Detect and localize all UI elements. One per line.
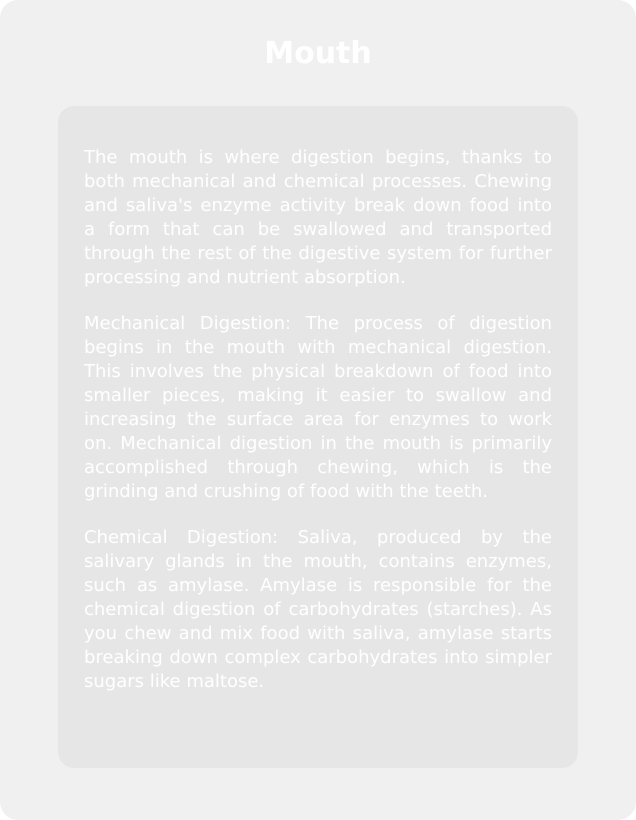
intro-paragraph: The mouth is where digestion begins, thanks to both mechanical and chemical processes. Chewing and saliva's enzyme activity break down food into a form that can be swallowed and transported through the rest of the digestive system for further processing and nutrient absorption.: [84, 147, 552, 288]
card-title: Mouth: [264, 36, 372, 71]
mechanical-digestion-paragraph: Mechanical Digestion: The process of digestion begins in the mouth with mechanical digestion. This involves the physical breakdown of food into smaller pieces, making it easier to swallow and increasing the surface area for enzymes to work on. Mechanical digestion in the mouth is primarily accomplished through chewing, which is the grinding and crushing of food with the teeth.: [84, 313, 552, 502]
chemical-digestion-paragraph: Chemical Digestion: Saliva, produced by the salivary glands in the mouth, contains enzymes, such as amylase. Amylase is responsible for the chemical digestion of carbohydrates (starches). As you chew and mix food with saliva, amylase starts breaking down complex carbohydrates into simpler sugars like maltose.: [84, 527, 552, 692]
content-panel: [58, 106, 578, 768]
